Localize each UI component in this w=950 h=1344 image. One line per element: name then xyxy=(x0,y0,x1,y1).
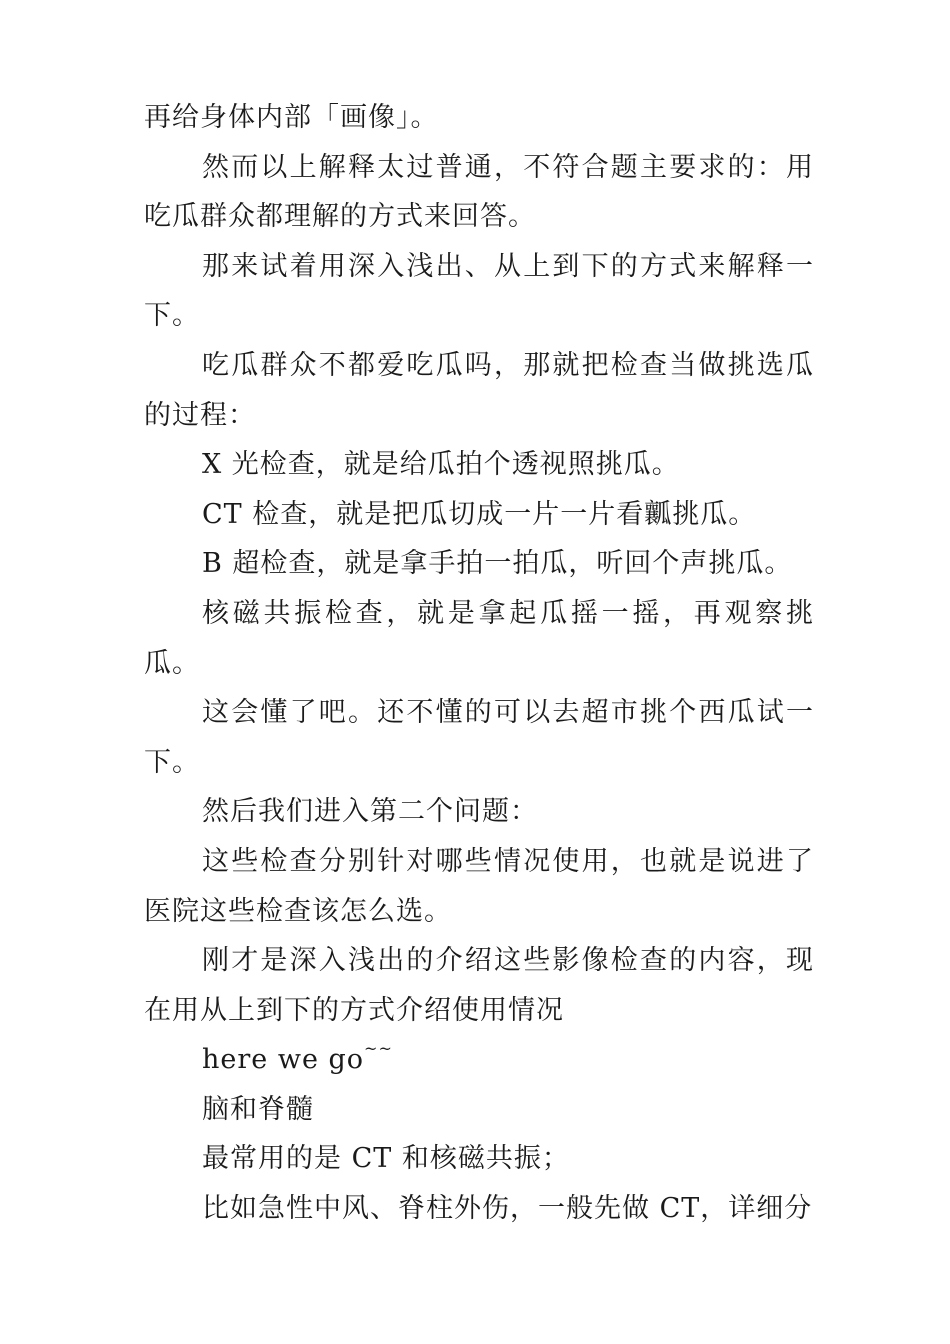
paragraph-1: 再给身体内部「画像」。 xyxy=(144,102,439,133)
document-body xyxy=(144,93,814,1234)
paragraph-ultrasound: B 超检查，就是拿手拍一拍瓜，听回个声挑瓜。 xyxy=(202,548,793,580)
paragraph-2: 然而以上解释太过普通，不符合题主要求的：用吃瓜群众都理解的方式来回答。 xyxy=(144,151,814,233)
section-heading-brain-spine: 脑和脊髓 xyxy=(202,1093,314,1125)
paragraph-7: 这些检查分别针对哪些情况使用，也就是说进了医院这些检查该怎么选。 xyxy=(144,845,814,927)
paragraph-xray: X 光检查，就是给瓜拍个透视照挑瓜。 xyxy=(202,449,680,481)
tilde-superscript: ~~ xyxy=(364,1039,393,1059)
paragraph-ct: CT 检查，就是把瓜切成一片一片看瓤挑瓜。 xyxy=(202,498,757,530)
paragraph-10: 比如急性中风、脊柱外伤，一般先做 CT，详细分 xyxy=(202,1193,813,1225)
paragraph-3: 那来试着用深入浅出、从上到下的方式来解释一下。 xyxy=(144,250,814,332)
paragraph-here-we-go xyxy=(144,1035,814,1085)
paragraph-5: 这会懂了吧。还不懂的可以去超市挑个西瓜试一下。 xyxy=(144,697,814,778)
paragraph-6: 然后我们进入第二个问题： xyxy=(202,796,538,828)
here-we-go-text: here we go xyxy=(202,1044,365,1076)
paragraph-4: 吃瓜群众不都爱吃瓜吗，那就把检查当做挑选瓜的过程： xyxy=(144,349,814,431)
paragraph-8: 刚才是深入浅出的介绍这些影像检查的内容，现在用从上到下的方式介绍使用情况 xyxy=(144,945,814,1026)
paragraph-mri: 核磁共振检查，就是拿起瓜摇一摇，再观察挑瓜。 xyxy=(144,597,814,679)
paragraph-9: 最常用的是 CT 和核磁共振； xyxy=(202,1143,570,1175)
